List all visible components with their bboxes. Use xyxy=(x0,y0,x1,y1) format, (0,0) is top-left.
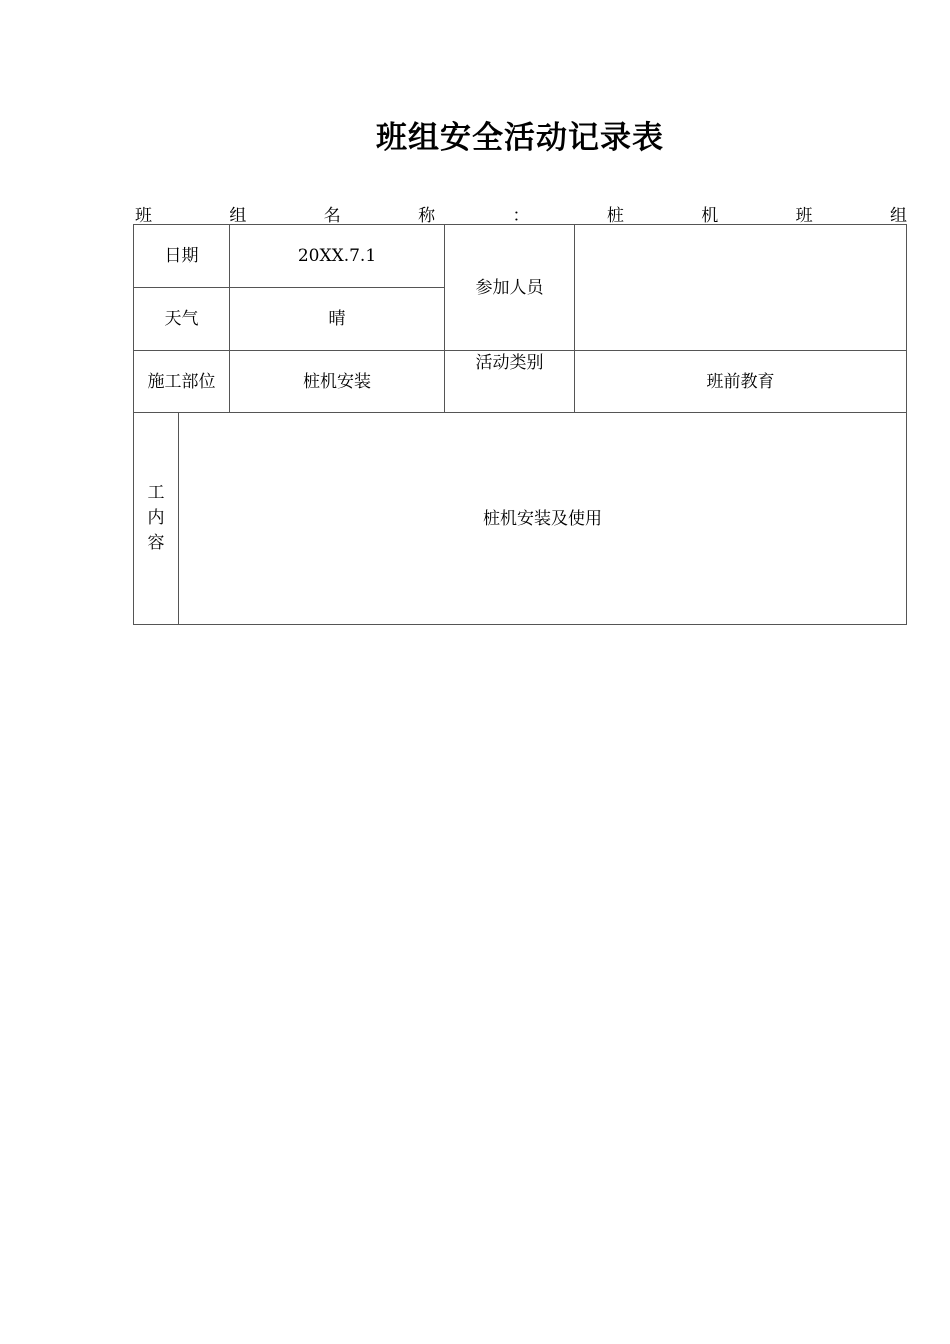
content-value: 桩机安装及使用 xyxy=(179,413,907,625)
team-line-char: 班 xyxy=(795,206,813,226)
participants-value xyxy=(575,225,907,351)
activity-type-label xyxy=(445,351,575,413)
location-label: 施工部位 xyxy=(134,351,230,413)
team-line-char: 称 xyxy=(418,206,436,226)
document-title: 班组安全活动记录表 xyxy=(376,120,664,156)
team-line-char: 组 xyxy=(890,206,907,226)
team-line-char: 名 xyxy=(323,206,341,226)
date-value: 20XX.7.1 xyxy=(230,225,445,288)
participants-label: 参加人员 xyxy=(445,225,575,351)
team-line-char: 机 xyxy=(701,206,719,226)
content-label-char: 工 xyxy=(147,483,165,503)
date-label: 日期 xyxy=(134,225,230,288)
team-line-char: 班 xyxy=(135,206,152,226)
activity-type-value: 班前教育 xyxy=(575,351,907,413)
activity-type-label-text: 活动类别 xyxy=(475,353,544,373)
activity-record-table xyxy=(133,224,907,625)
team-line-char: 桩 xyxy=(606,206,624,226)
weather-value: 晴 xyxy=(230,288,445,351)
team-line-char: ： xyxy=(512,206,530,226)
weather-label: 天气 xyxy=(134,288,230,351)
content-label-char: 内 xyxy=(147,508,165,528)
team-line-char: 组 xyxy=(229,206,247,226)
content-label xyxy=(134,413,179,625)
content-label-char: 容 xyxy=(147,533,165,553)
location-value: 桩机安装 xyxy=(230,351,445,413)
